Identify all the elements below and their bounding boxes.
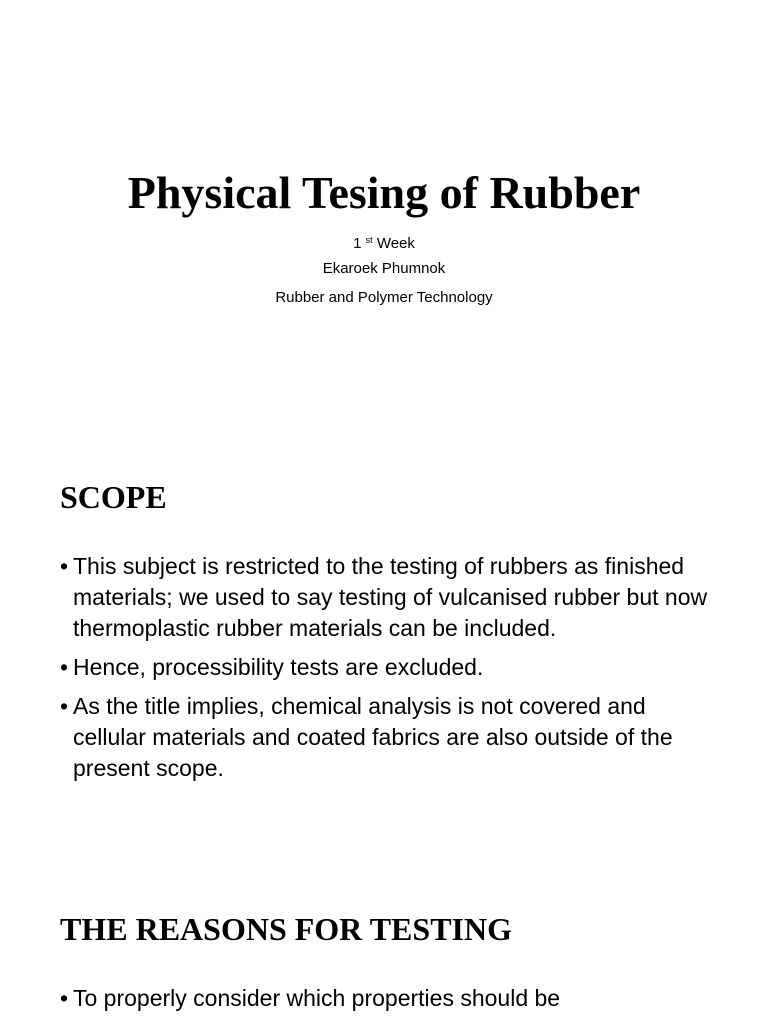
week-line xyxy=(0,230,768,254)
department-name: Rubber and Polymer Technology xyxy=(275,289,493,306)
scope-bullet-text: This subject is restricted to the testing of rubbers as finished materials; we used to say testing of vulcanised rubber but now thermoplastic rubber materials can be included. xyxy=(73,553,708,641)
reasons-bullet-list xyxy=(60,983,720,1022)
scope-bullet xyxy=(60,691,720,784)
bullet-icon: • xyxy=(60,693,69,719)
reasons-bullet xyxy=(60,983,720,1014)
bullet-icon: • xyxy=(60,553,69,579)
bullet-icon: • xyxy=(60,985,69,1011)
main-title: Physical Tesing of Rubber xyxy=(127,167,641,218)
reasons-bullet-text: To properly consider which properties should be xyxy=(73,985,561,1011)
scope-bullet-text: As the title implies, chemical analysis is not covered and cellular materials and coated fabrics are also outside of the present scope. xyxy=(73,693,673,781)
author-name: Ekaroek Phumnok xyxy=(322,260,446,277)
scope-heading: SCOPE xyxy=(60,479,167,515)
bullet-icon: • xyxy=(60,654,69,680)
reasons-heading: THE REASONS FOR TESTING xyxy=(60,911,512,947)
week-superscript: st xyxy=(365,235,373,245)
week-number: 1 xyxy=(353,235,362,252)
scope-bullet xyxy=(60,551,720,644)
scope-bullet-text: Hence, processibility tests are excluded. xyxy=(73,654,484,680)
scope-bullet xyxy=(60,652,720,683)
scope-bullet-list xyxy=(60,551,720,792)
title-slide xyxy=(0,0,768,432)
week-label: Week xyxy=(376,235,415,252)
